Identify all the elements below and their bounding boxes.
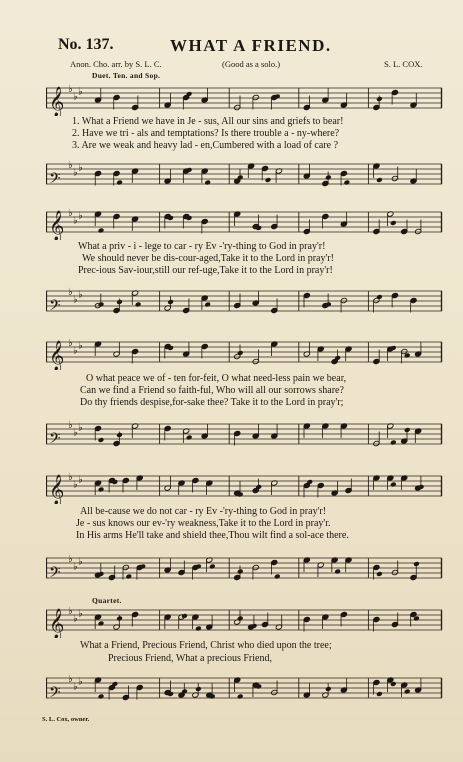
note-head <box>390 440 397 446</box>
bass-staff <box>46 552 444 586</box>
flat-icon: ♭ <box>78 422 83 434</box>
voice-label-quartet: Quartet. <box>92 596 122 605</box>
treble-clef-icon: 𝄞 <box>49 341 65 370</box>
bass-clef-icon: 𝄢 <box>49 684 61 705</box>
note-head <box>167 299 174 305</box>
note-head <box>376 96 383 102</box>
note-head <box>98 694 105 700</box>
note-head <box>125 574 132 580</box>
staff-engraving <box>46 158 444 192</box>
copyright-note: S. L. Cox, owner. <box>42 716 90 723</box>
note-head <box>98 437 105 443</box>
note-head <box>204 180 211 186</box>
flat-icon: ♭ <box>68 420 73 431</box>
bass-clef-icon: 𝄢 <box>49 564 61 585</box>
flat-icon: ♭ <box>78 162 83 174</box>
note-head <box>195 686 202 692</box>
lyric-line: What a Friend, Precious Friend, Christ who died upon the tree; <box>80 640 332 651</box>
note-head <box>116 299 123 305</box>
flat-icon: ♭ <box>73 294 78 306</box>
note-head <box>376 691 383 697</box>
staff-engraving <box>46 604 444 638</box>
staff-engraving <box>46 418 444 452</box>
flat-icon: ♭ <box>68 674 73 685</box>
note-head <box>265 177 272 183</box>
staff-engraving <box>46 672 444 706</box>
note-head <box>390 482 397 488</box>
flat-icon: ♭ <box>68 472 73 483</box>
note-head <box>404 689 411 695</box>
flat-icon: ♭ <box>73 91 78 103</box>
flat-icon: ♭ <box>78 608 83 620</box>
lyric-line: Prec-ious Sav-iour,still our ref-uge,Take it to the Lord in pray'r! <box>78 265 333 276</box>
staff-engraving <box>46 206 444 240</box>
treble-staff <box>46 470 444 504</box>
note-head <box>186 435 193 441</box>
bass-clef-icon: 𝄢 <box>49 170 61 191</box>
note-head <box>237 350 244 356</box>
lyric-line: What a priv - i - lege to car - ry Ev -'ry-thing to God in pray'r! <box>78 241 326 252</box>
flat-icon: ♭ <box>68 160 73 171</box>
flat-icon: ♭ <box>68 84 73 95</box>
hymn-number: No. 137. <box>58 36 114 53</box>
note-head <box>181 613 188 619</box>
flat-icon: ♭ <box>68 208 73 219</box>
flat-icon: ♭ <box>78 86 83 98</box>
lyric-line: 2. Have we tri - als and temptations? Is there trouble a - ny-where? <box>72 128 340 139</box>
lyric-line: O what peace we of - ten for-feit, O what need-less pain we bear, <box>86 373 347 384</box>
note-head <box>116 180 123 186</box>
flat-icon: ♭ <box>78 676 83 688</box>
lyric-line: Do thy friends despise,for-sake thee? Take it to the Lord in pray'r; <box>80 397 344 408</box>
flat-icon: ♭ <box>73 561 78 573</box>
note-head <box>116 432 123 438</box>
voice-label-duet: Duet. Ten. and Sop. <box>92 71 161 80</box>
note-head <box>325 686 332 692</box>
treble-staff <box>46 604 444 638</box>
flat-icon: ♭ <box>78 556 83 568</box>
lyric-line: Precious Friend, What a precious Friend, <box>108 653 272 664</box>
note-head <box>344 180 351 186</box>
lyricist-credit: Anon. Cho. arr. by S. L. C. <box>70 59 162 69</box>
treble-staff <box>46 336 444 370</box>
staff-engraving <box>46 82 444 116</box>
flat-icon: ♭ <box>73 613 78 625</box>
flat-icon: ♭ <box>68 606 73 617</box>
note-head <box>404 427 411 433</box>
treble-clef-icon: 𝄞 <box>49 211 65 240</box>
treble-clef-icon: 𝄞 <box>49 475 65 504</box>
bass-clef-icon: 𝄢 <box>49 430 61 451</box>
flat-icon: ♭ <box>68 287 73 298</box>
note-head <box>237 694 244 700</box>
flat-icon: ♭ <box>73 345 78 357</box>
note-head <box>376 177 383 183</box>
lyric-line: 3. Are we weak and heavy lad - en,Cumbered with a load of care ? <box>72 140 339 151</box>
flat-icon: ♭ <box>78 474 83 486</box>
treble-staff <box>46 82 444 116</box>
staff-engraving <box>46 285 444 319</box>
note-head <box>325 175 332 181</box>
treble-clef-icon: 𝄞 <box>49 609 65 638</box>
flat-icon: ♭ <box>73 427 78 439</box>
note-head <box>209 564 216 570</box>
note-head <box>98 621 105 627</box>
note-head <box>334 569 341 575</box>
bass-staff <box>46 672 444 706</box>
note-head <box>195 626 202 632</box>
note-head <box>390 220 397 226</box>
note-head <box>116 616 123 622</box>
note-head <box>237 569 244 575</box>
hymn-title: WHAT A FRIEND. <box>170 36 332 55</box>
note-head <box>413 561 420 567</box>
note-head <box>204 302 211 308</box>
staff-engraving <box>46 336 444 370</box>
note-head <box>376 294 383 300</box>
flat-icon: ♭ <box>73 215 78 227</box>
flat-icon: ♭ <box>78 289 83 301</box>
note-head <box>98 302 105 308</box>
treble-staff <box>46 206 444 240</box>
flat-icon: ♭ <box>73 167 78 179</box>
bass-staff <box>46 158 444 192</box>
lyric-line: Je - sus knows our ev-'ry weakness,Take it to the Lord in pray'r. <box>76 518 331 529</box>
composer-credit: S. L. COX. <box>384 59 423 69</box>
note-head <box>376 571 383 577</box>
note-head <box>135 302 142 308</box>
lyric-line: 1. What a Friend we have in Je - sus, All our sins and griefs to bear! <box>72 116 344 127</box>
performance-note: (Good as a solo.) <box>222 59 281 69</box>
staff-engraving <box>46 552 444 586</box>
flat-icon: ♭ <box>68 338 73 349</box>
lyric-line: We should never be dis-cour-aged,Take it to the Lord in pray'r! <box>82 253 334 264</box>
note-head <box>274 574 281 580</box>
staff-engraving <box>46 470 444 504</box>
flat-icon: ♭ <box>78 210 83 222</box>
flat-icon: ♭ <box>73 681 78 693</box>
bass-staff <box>46 418 444 452</box>
flat-icon: ♭ <box>78 340 83 352</box>
note-head <box>237 616 244 622</box>
flat-icon: ♭ <box>68 554 73 565</box>
bass-clef-icon: 𝄢 <box>49 297 61 318</box>
treble-clef-icon: 𝄞 <box>49 87 65 116</box>
note-head <box>98 487 105 493</box>
bass-staff <box>46 285 444 319</box>
lyric-line: In His arms He'll take and shield thee,Thou wilt find a sol-ace there. <box>76 530 349 541</box>
flat-icon: ♭ <box>73 479 78 491</box>
note-head <box>98 228 105 234</box>
hymn-header <box>0 36 463 58</box>
lyric-line: Can we find a Friend so faith-ful, Who will all our sorrows share? <box>80 385 344 396</box>
lyric-line: All be-cause we do not car - ry Ev -'ry-thing to God in pray'r! <box>80 506 327 517</box>
